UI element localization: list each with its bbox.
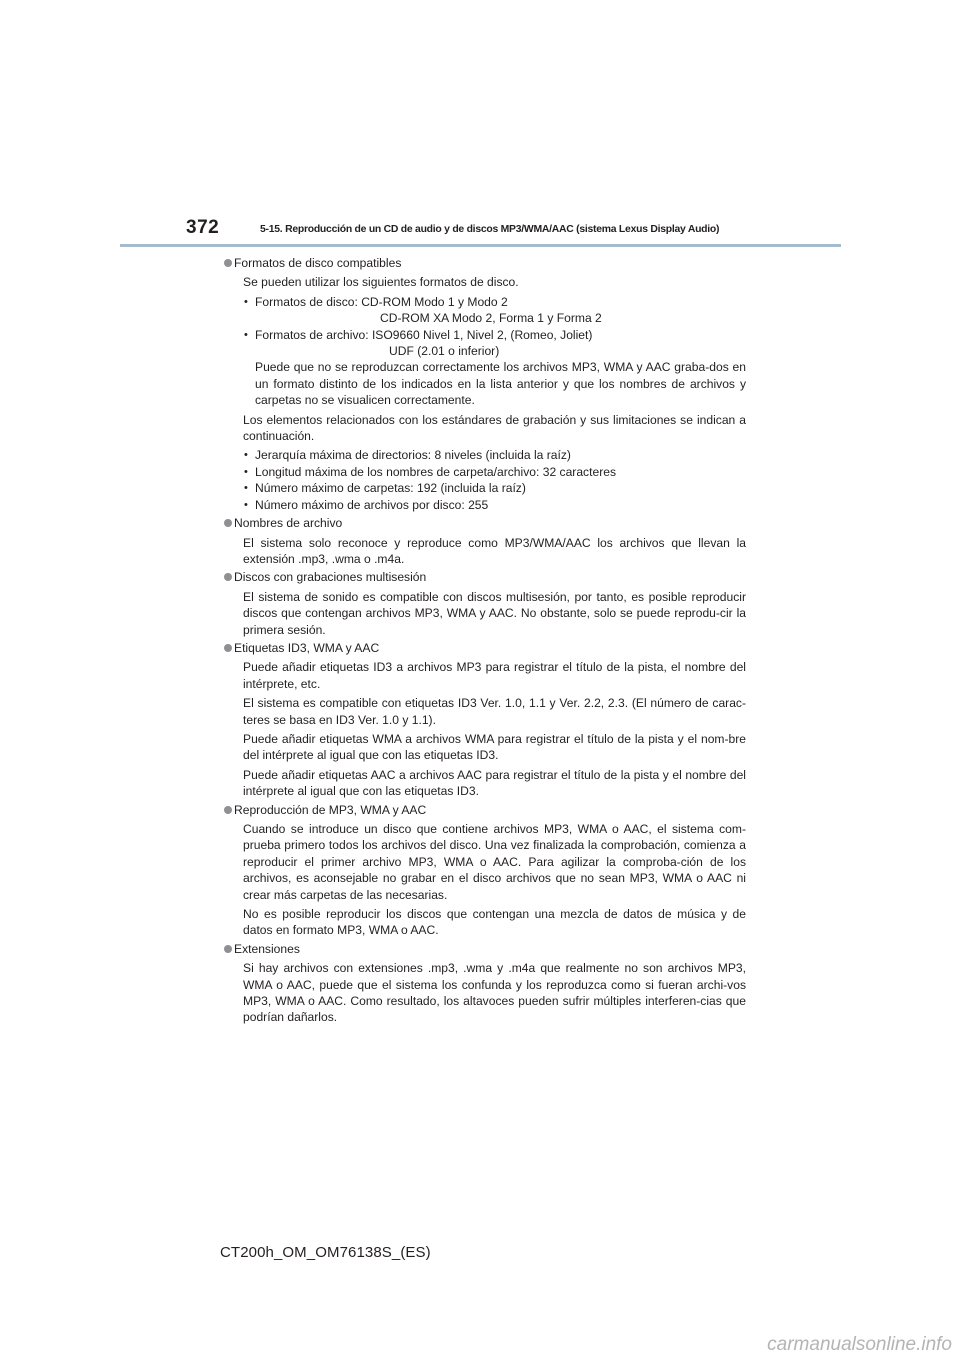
bullet-icon (224, 259, 232, 267)
section-paragraph: El sistema es compatible con etiquetas ID3 Ver. 1.0, 1.1 y Ver. 2.2, 2.3. (El número de carac-teres se basa en ID3 Ver. 1.0 y 1.1). (243, 696, 746, 727)
list-item: • Jerarquía máxima de directorios: 8 niveles (incluida la raíz) (243, 447, 746, 463)
file-formats-continuation: UDF (2.01 o inferior) (389, 344, 500, 359)
bullet-icon (224, 519, 232, 527)
list-item-file-formats (243, 327, 746, 409)
section-file-names (224, 515, 746, 567)
section-paragraph: Si hay archivos con extensiones .mp3, .wma y .m4a que realmente no son archivos MP3, WMA o AAC, puede que el sistema los confunda y los reproduzca como si fueran archi-vos MP3, WMA o AAC. Como resultado, los altavoces pueden sufrir múltiples interferen-cias que podrían dañarlos. (243, 961, 746, 1025)
section-paragraph: Puede añadir etiquetas WMA a archivos WMA para registrar el título de la pista y el nom-bre del intérprete al igual que con las etiquetas ID3. (243, 731, 746, 763)
disc-formats-label: • Formatos de disco: CD-ROM Modo 1 y Modo 2 (255, 294, 508, 309)
section-multisession (224, 569, 746, 638)
list-item-disc-formats (243, 294, 746, 327)
bullet-icon (224, 806, 232, 814)
section-title: Nombres de archivo (234, 516, 343, 531)
section-title: Etiquetas ID3, WMA y AAC (234, 640, 380, 655)
disc-formats-continuation: CD-ROM XA Modo 2, Forma 1 y Forma 2 (380, 311, 602, 326)
section-title: Extensiones (234, 941, 300, 956)
page-content (224, 255, 746, 1026)
section-paragraph: El sistema solo reconoce y reproduce como MP3/WMA/AAC los archivos que llevan la extensión .mp3, .wma o .m4a. (243, 535, 746, 566)
section-tags (224, 640, 746, 800)
section-paragraph: El sistema de sonido es compatible con discos multisesión, por tanto, es posible reproducir discos que contengan archivos MP3, WMA y AAC. No obstante, solo se puede reprodu-cir la primera sesión. (243, 589, 746, 637)
file-formats-note: Puede que no se reproduzcan correctamente los archivos MP3, WMA y AAC graba-dos en un formato distinto de los indicados en la lista anterior y que los nombres de archivos y carpetas no se visualicen correctamente. (255, 360, 746, 408)
section-paragraph: Los elementos relacionados con los estándares de grabación y sus limitaciones se indican a continuación. (243, 412, 746, 444)
section-extensions (224, 941, 746, 1026)
bullet-icon (224, 573, 232, 581)
list-item: • Número máximo de carpetas: 192 (incluida la raíz) (243, 480, 746, 496)
section-compatible-formats (224, 255, 746, 513)
page-number: 372 (186, 217, 220, 238)
footer-document-code: CT200h_OM_OM76138S_(ES) (220, 1244, 431, 1261)
section-title: Reproducción de MP3, WMA y AAC (234, 802, 427, 817)
section-paragraph: Se pueden utilizar los siguientes formatos de disco. (243, 275, 519, 290)
section-header-title: 5-15. Reproducción de un CD de audio y de discos MP3/WMA/AAC (sistema Lexus Display Audio) (260, 224, 720, 235)
bullet-icon (224, 644, 232, 652)
list-item: • Longitud máxima de los nombres de carpeta/archivo: 32 caracteres (243, 464, 746, 480)
section-paragraph: No es posible reproducir los discos que contengan una mezcla de datos de música y de datos en formato MP3, WMA o AAC. (243, 907, 746, 938)
section-title: Discos con grabaciones multisesión (234, 570, 427, 585)
header-divider (120, 244, 841, 247)
section-playback (224, 802, 746, 939)
section-paragraph: Cuando se introduce un disco que contiene archivos MP3, WMA o AAC, el sistema com-prueba primero todos los archivos del disco. Una vez finalizada la comprobación, comienza a reproducir el primer archivo MP3, WMA o AAC. Para agilizar la comproba-ción de los archivos, es aconsejable no grabar en el disco archivos que no sean MP3, WMA o AAC ni crear más carpetas de las necesarias. (243, 822, 746, 902)
watermark: carmanualsonline.info (767, 1334, 952, 1355)
file-formats-label: • Formatos de archivo: ISO9660 Nivel 1, Nivel 2, (Romeo, Joliet) (255, 327, 593, 342)
section-paragraph: Puede añadir etiquetas ID3 a archivos MP3 para registrar el título de la pista, el nombre del intérprete, etc. (243, 660, 746, 691)
bullet-icon (224, 945, 232, 953)
format-list (243, 294, 746, 409)
section-title: Formatos de disco compatibles (234, 256, 402, 270)
section-paragraph: Puede añadir etiquetas AAC a archivos AAC para registrar el título de la pista y el nombre del intérprete al igual que con las etiquetas ID3. (243, 767, 746, 799)
limits-list (243, 447, 746, 513)
list-item: • Número máximo de archivos por disco: 255 (243, 497, 746, 513)
